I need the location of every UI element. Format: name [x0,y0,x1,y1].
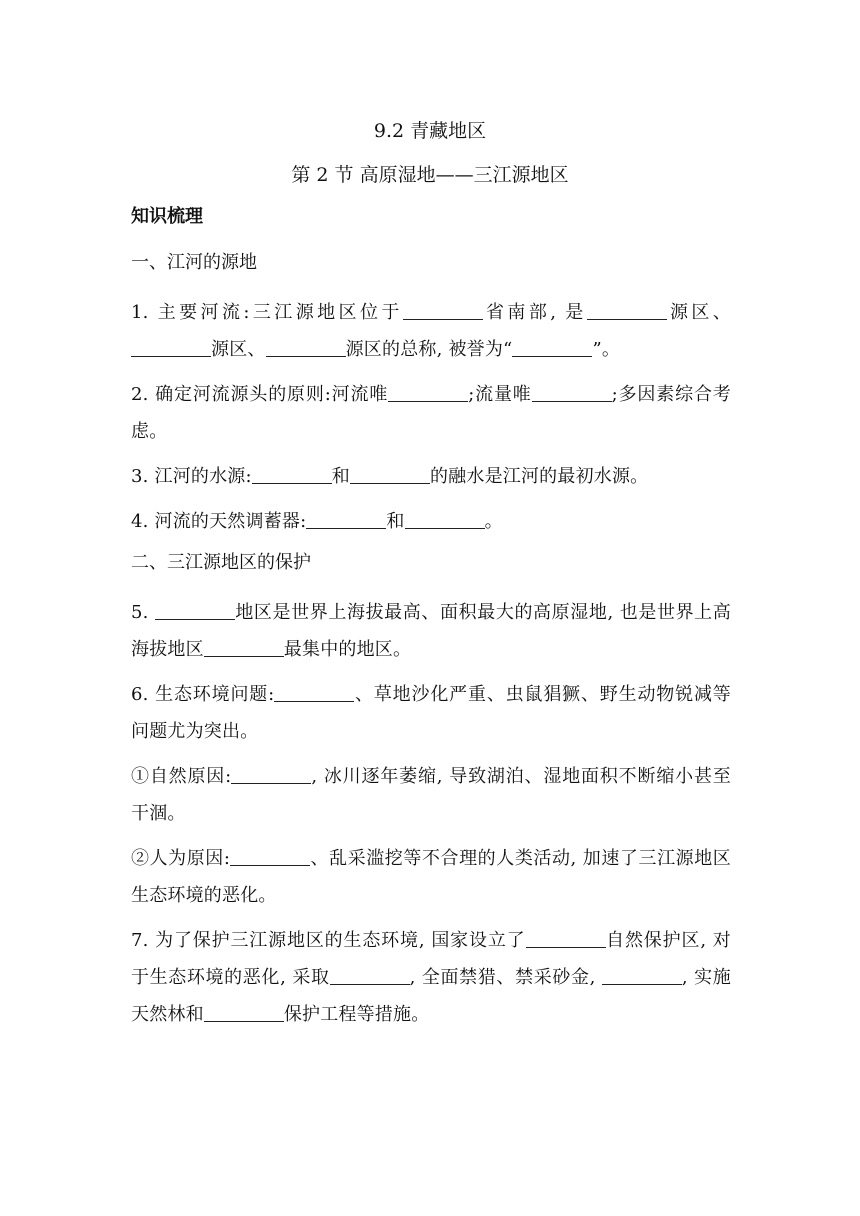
question-1 [131,294,731,368]
question-6-natural-cause [131,758,731,832]
question-text: 和 [386,511,405,532]
fill-blank[interactable] [350,465,430,484]
section-heading-knowledge: 知识梳理 [131,206,203,227]
question-text: 。 [484,511,503,532]
question-text: 源区、 [666,302,731,323]
question-7 [131,922,731,1033]
question-text: 自然保护区, 对于生态环境的恶化, 采取 [131,930,731,988]
question-text: 6. 生态环境问题: [131,684,275,705]
fill-blank[interactable] [266,338,346,357]
question-text: 的融水是江河的最初水源。 [429,466,649,487]
fill-blank[interactable] [388,383,468,402]
question-text: 、草地沙化严重、虫鼠猖獗、野生动物锐减等问题尤为突出。 [131,684,731,742]
fill-blank[interactable] [252,465,332,484]
page-subtitle: 第 2 节 高原湿地——三江源地区 [291,164,569,186]
question-4 [131,503,731,540]
question-text: , 实施天然林和 [131,967,732,1025]
question-3 [131,458,731,495]
question-6 [131,676,731,750]
content [131,202,731,1041]
question-text: ”。 [592,339,621,360]
question-text: 地区是世界上海拔最高、面积最大的高原湿地, 也是世界上高海拔地区 [131,602,731,660]
question-text: , 冰川逐年萎缩, 导致湖泊、湿地面积不断缩小甚至干涸。 [131,766,731,824]
fill-blank[interactable] [526,929,606,948]
fill-blank[interactable] [405,510,485,529]
question-5 [131,594,731,668]
fill-blank[interactable] [131,338,211,357]
fill-blank[interactable] [274,683,354,702]
question-text: 、乱采滥挖等不合理的人类活动, 加速了三江源地区生态环境的恶化。 [131,848,731,906]
question-text: 省南部, 是 [482,302,587,323]
fill-blank[interactable] [306,510,386,529]
section-heading-river-source: 一、江河的源地 [131,252,257,273]
fill-blank[interactable] [155,601,235,620]
fill-blank[interactable] [230,847,310,866]
section-heading-protection: 二、三江源地区的保护 [131,552,311,573]
question-text: 5. [131,602,155,623]
question-6-human-cause [131,840,731,914]
question-text: ;流量唯 [468,384,532,405]
fill-blank[interactable] [204,1003,284,1022]
fill-blank[interactable] [204,638,284,657]
fill-blank[interactable] [602,966,682,985]
question-text: 最集中的地区。 [283,639,412,660]
question-text: 7. 为了保护三江源地区的生态环境, 国家设立了 [131,930,526,951]
question-2 [131,376,731,450]
question-text: 1. 主要河流:三江源地区位于 [131,302,403,323]
fill-blank[interactable] [330,966,410,985]
fill-blank[interactable] [532,383,612,402]
question-text: ②人为原因: [131,848,231,869]
question-text: 源区的总称, 被誉为“ [345,339,513,360]
question-text: 2. 确定河流源头的原则:河流唯 [131,384,389,405]
question-text: 保护工程等措施。 [283,1004,430,1025]
fill-blank[interactable] [403,301,483,320]
question-text: , 全面禁猎、禁采砂金, [409,967,602,988]
question-text: 3. 江河的水源: [131,466,252,487]
question-text: 源区、 [211,339,266,360]
question-text: 4. 河流的天然调蓄器: [131,511,307,532]
page-title: 9.2 青藏地区 [373,120,487,142]
fill-blank[interactable] [587,301,667,320]
question-text: 和 [331,466,350,487]
question-text: ①自然原因: [131,766,232,787]
fill-blank[interactable] [512,338,592,357]
question-text: ;多因素综合考虑。 [131,384,731,442]
fill-blank[interactable] [231,765,311,784]
